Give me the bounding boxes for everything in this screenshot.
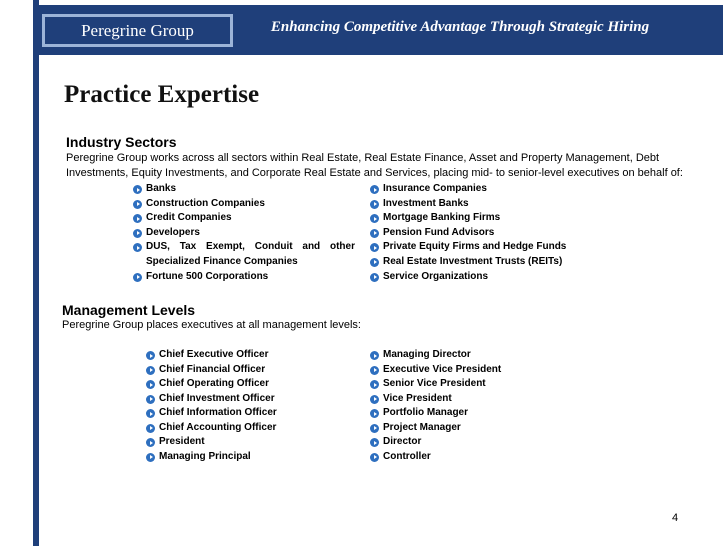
page-title: Practice Expertise [64,81,260,108]
circle-arrow-bullet-icon [370,453,379,462]
circle-arrow-bullet-icon [370,409,379,418]
management-levels-heading: Management Levels [62,302,196,318]
circle-arrow-bullet-icon [370,273,379,282]
list-item: Chief Executive Officer [146,348,356,363]
list-item: Senior Vice President [370,377,590,392]
circle-arrow-bullet-icon [370,380,379,389]
list-item: Chief Investment Officer [146,392,356,407]
brand-name-box [42,14,233,47]
list-item: President [146,435,356,450]
circle-arrow-bullet-icon [370,424,379,433]
page-number: 4 [672,512,679,524]
list-item: Credit Companies [133,211,355,226]
list-item: Director [370,435,590,450]
list-item: Insurance Companies [370,182,630,197]
list-item: Executive Vice President [370,363,590,378]
circle-arrow-bullet-icon [370,438,379,447]
list-item: Managing Director [370,348,590,363]
list-item: Fortune 500 Corporations [133,270,355,285]
circle-arrow-bullet-icon [133,229,142,238]
circle-arrow-bullet-icon [133,273,142,282]
circle-arrow-bullet-icon [146,409,155,418]
circle-arrow-bullet-icon [133,214,142,223]
list-item: Chief Financial Officer [146,363,356,378]
circle-arrow-bullet-icon [146,424,155,433]
list-item: Vice President [370,392,590,407]
circle-arrow-bullet-icon [146,438,155,447]
circle-arrow-bullet-icon [370,243,379,252]
circle-arrow-bullet-icon [370,366,379,375]
header-tagline: Enhancing Competitive Advantage Through Strategic Hiring [270,19,650,35]
list-item: Managing Principal [146,450,356,465]
management-levels-left-list [146,348,356,464]
list-item: Mortgage Banking Firms [370,211,630,226]
circle-arrow-bullet-icon [370,258,379,267]
list-item: Chief Accounting Officer [146,421,356,436]
circle-arrow-bullet-icon [146,453,155,462]
list-item: Chief Operating Officer [146,377,356,392]
list-item: Real Estate Investment Trusts (REITs) [370,255,630,270]
circle-arrow-bullet-icon [146,395,155,404]
list-item: Investment Banks [370,197,630,212]
industry-sectors-heading: Industry Sectors [66,134,177,150]
circle-arrow-bullet-icon [370,185,379,194]
circle-arrow-bullet-icon [146,351,155,360]
list-item: Banks [133,182,355,197]
list-item: Service Organizations [370,270,630,285]
industry-sectors-left-list [133,182,355,284]
circle-arrow-bullet-icon [370,200,379,209]
circle-arrow-bullet-icon [370,395,379,404]
circle-arrow-bullet-icon [146,380,155,389]
list-item: Construction Companies [133,197,355,212]
industry-sectors-right-list [370,182,630,284]
circle-arrow-bullet-icon [133,200,142,209]
list-item: Private Equity Firms and Hedge Funds [370,240,630,255]
circle-arrow-bullet-icon [146,366,155,375]
management-levels-right-list [370,348,590,464]
list-item: Pension Fund Advisors [370,226,630,241]
list-item: Project Manager [370,421,590,436]
circle-arrow-bullet-icon [370,229,379,238]
circle-arrow-bullet-icon [370,351,379,360]
left-accent-rule [33,0,39,546]
industry-sectors-intro: Peregrine Group works across all sectors within Real Estate, Real Estate Finance, Asset and Property Management, Debt Investments, Equity Investments, and Corporate Real Estate and Services, placing mid- to senior-level executives on behalf of: [66,152,683,179]
circle-arrow-bullet-icon [370,214,379,223]
brand-name: Peregrine Group [81,20,194,40]
circle-arrow-bullet-icon [133,243,142,252]
list-item: Developers [133,226,355,241]
list-item: DUS, Tax Exempt, Conduit and other Specialized Finance Companies [133,240,355,269]
management-levels-intro: Peregrine Group places executives at all management levels: [62,319,361,331]
list-item: Controller [370,450,590,465]
circle-arrow-bullet-icon [133,185,142,194]
list-item: Portfolio Manager [370,406,590,421]
list-item: Chief Information Officer [146,406,356,421]
